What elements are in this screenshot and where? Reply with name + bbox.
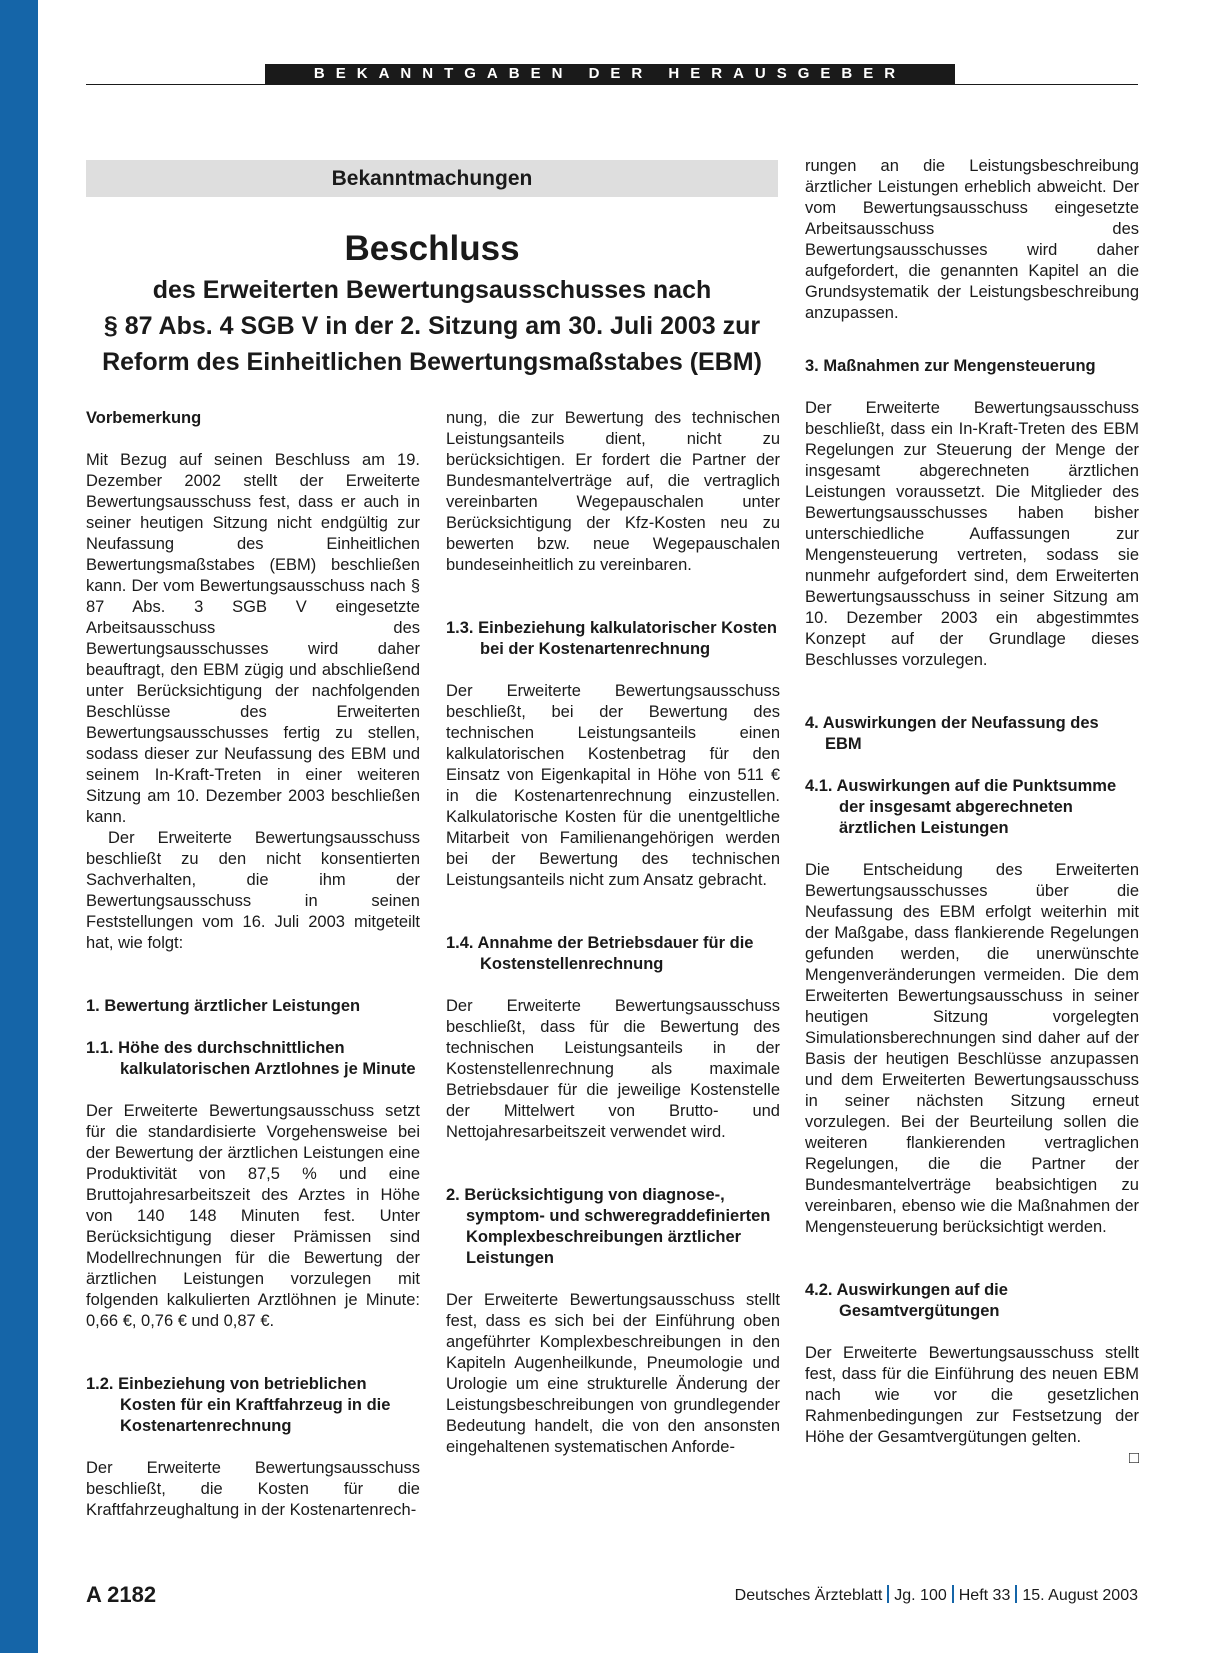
heading-4: 4. Auswirkungen der Neufassung des EBM: [805, 714, 1099, 753]
paragraph: rungen an die Leistungsbeschreibung ärztlicher Leistungen erheblich abweicht. Der vom Bewertungsausschuss eingesetzte Arbeitsausschuss des Bewertungsausschusses wird daher aufgefordert, die genannten Kapitel an die Grundsystematik der Leistungsbeschreibung anzupassen.: [805, 157, 1139, 322]
paragraph: nung, die zur Bewertung des technischen Leistungsanteils dient, nicht zu berücksichtigen. Er fordert die Partner der Bundesmantelverträge auf, die vertraglich vereinbarten Wegepauschalen unter Berücksichtigung der Kfz-Kosten neu zu bewerten bzw. neue Wegepauschalen bundeseinheitlich zu vereinbaren.: [446, 409, 780, 574]
separator: [952, 1585, 954, 1603]
volume: Jg. 100: [894, 1587, 947, 1604]
separator: [1015, 1585, 1017, 1603]
paragraph: Die Entscheidung des Erweiterten Bewertungsausschusses über die Neufassung des EBM erfolgt weiterhin mit der Maßgabe, dass flankierende Regelungen gefunden werden, die unerwünschte Mengenveränderungen vermeiden. Die dem Erweiterten Bewertungsausschuss in seiner heutigen Sitzung vorgelegten Simulationsberechnungen sind daher auf der Basis der heutigen Beschlüsse anzupassen und dem Erweiterten Bewertungsausschuss in seiner nächsten Sitzung erneut vorzulegen. Bei der Beurteilung sollen die weiteren flankierenden vertraglichen Regelungen, die die Partner der Bundesmantelverträge beabsichtigen zu vereinbaren, ebenso wie die Maßnahmen der Mengensteuerung berücksichtigt werden.: [805, 861, 1139, 1236]
subtitle-line-1: des Erweiterten Bewertungsausschusses nach: [152, 276, 712, 304]
section-title: Bekanntmachungen: [86, 160, 778, 197]
heading-2: 2. Berücksichtigung von diagnose-, symptom- und schweregraddefinierten Komplexbeschreibungen ärztlicher Leistungen: [446, 1186, 771, 1267]
header-band: BEKANNTGABEN DER HERAUSGEBER: [265, 64, 955, 84]
heading-1-3: 1.3. Einbeziehung kalkulatorischer Kosten bei der Kostenartenrechnung: [446, 619, 778, 658]
paragraph: Der Erweiterte Bewertungsausschuss beschließt, dass ein In-Kraft-Treten des EBM Regelungen zur Steuerung der Menge der insgesamt abgerechneten ärztlichen Leistungen voraussetzt. Die Mitglieder des Bewertungsausschusses haben bisher unterschiedliche Auffassungen zur Mengensteuerung vertreten, sodass sie nunmehr aufgefordert sind, dem Erweiterten Bewertungsausschuss in seiner Sitzung am 10. Dezember 2003 ein abgestimmtes Konzept auf der Grundlage dieses Beschlusses vorzulegen.: [805, 399, 1139, 669]
paragraph: Der Erweiterte Bewertungsausschuss stellt fest, dass für die Einführung des neuen EBM nach wie vor die gesetzlichen Rahmenbedingungen zur Festsetzung der Höhe der Gesamtvergütungen gelten.: [805, 1344, 1139, 1446]
article-subtitle: [86, 272, 778, 380]
separator: [887, 1585, 889, 1603]
heading-1-4: 1.4. Annahme der Betriebsdauer für die Kostenstellenrechnung: [446, 934, 754, 973]
paragraph: Der Erweiterte Bewertungsausschuss setzt für die standardisierte Vorgehensweise bei der Bewertung der ärztlichen Leistungen eine Produktivität von 87,5 % und eine Bruttojahresarbeitszeit des Arztes in Höhe von 140 148 Minuten fest. Unter Berücksichtigung dieser Prämissen sind Modellrechnungen für die Bewertung der ärztlichen Leistungen vorzulegen mit folgenden kalkulierten Arztlöhnen je Minute: 0,66 €, 0,76 € und 0,87 €.: [86, 1102, 420, 1330]
heading-1-2: 1.2. Einbeziehung von betrieblichen Kosten für ein Kraftfahrzeug in die Kostenartenrechnung: [86, 1375, 391, 1435]
heading-4-1: 4.1. Auswirkungen auf die Punktsumme der insgesamt abgerechneten ärztlichen Leistungen: [805, 777, 1117, 837]
paragraph: Der Erweiterte Bewertungsausschuss beschließt, bei der Bewertung des technischen Leistungsanteils einen kalkulatorischen Kostenbetrag für den Einsatz von Eigenkapital in Höhe von 511 € in die Kostenartenrechnung einzustellen. Kalkulatorische Kosten für die unentgeltliche Mitarbeit von Familienangehörigen werden bei der Bewertung des technischen Leistungsanteils nicht zum Ansatz gebracht.: [446, 682, 780, 889]
issue-date: 15. August 2003: [1022, 1587, 1138, 1604]
header-rule: [86, 84, 1138, 85]
paragraph: Der Erweiterte Bewertungsausschuss beschließt, die Kosten für die Kraftfahrzeughaltung in der Kostenartenrech-: [86, 1459, 420, 1519]
heading-vorbemerkung: Vorbemerkung: [86, 409, 202, 427]
subtitle-line-3: Reform des Einheitlichen Bewertungsmaßstabes (EBM): [102, 348, 762, 376]
page-number: A 2182: [86, 1582, 157, 1607]
column-3: [805, 156, 1139, 1469]
heading-1: 1. Bewertung ärztlicher Leistungen: [86, 997, 361, 1015]
paragraph: Mit Bezug auf seinen Beschluss am 19. Dezember 2002 stellt der Erweiterte Bewertungsausschuss fest, dass er auch in seiner heutigen Sitzung nicht endgültig zur Neufassung des Einheitlichen Bewertungsmaßstabes (EBM) beschließen kann. Der vom Bewertungsausschuss nach § 87 Abs. 3 SGB V eingesetzte Arbeitsausschuss des Bewertungsausschusses wird daher beauftragt, den EBM zügig und abschließend unter Berücksichtigung der nachfolgenden Beschlüsse des Erweiterten Bewertungsausschusses fertig zu stellen, sodass dieser zur Neufassung des EBM und seinem In-Kraft-Treten in einer weiteren Sitzung am 10. Dezember 2003 beschließen kann.: [86, 451, 420, 826]
paragraph: Der Erweiterte Bewertungsausschuss beschließt zu den nicht konsentierten Sachverhalten, die ihm der Bewertungsausschuss in seinen Feststellungen vom 16. Juli 2003 mitgeteilt hat, wie folgt:: [86, 829, 420, 952]
end-mark: □: [1129, 1449, 1139, 1467]
left-color-bar: [0, 0, 38, 1653]
journal-name: Deutsches Ärzteblatt: [734, 1587, 883, 1604]
heading-3: 3. Maßnahmen zur Mengensteuerung: [805, 357, 1096, 375]
column-1: [86, 408, 420, 1521]
subtitle-line-2: § 87 Abs. 4 SGB V in der 2. Sitzung am 30. Juli 2003 zur: [103, 312, 761, 340]
article-title: Beschluss: [344, 229, 520, 268]
paragraph: Der Erweiterte Bewertungsausschuss stellt fest, dass es sich bei der Einführung oben angeführter Komplexbeschreibungen in den Kapiteln Augenheilkunde, Pneumologie und Urologie um eine strukturelle Änderung der Leistungsbeschreibungen von grundlegender Bedeutung handelt, die von den ansonsten eingehaltenen systematischen Anforde-: [446, 1291, 780, 1456]
heading-1-1: 1.1. Höhe des durchschnittlichen kalkulatorischen Arztlohnes je Minute: [86, 1039, 416, 1078]
paragraph: Der Erweiterte Bewertungsausschuss beschließt, dass für die Bewertung des technischen Leistungsanteils in der Kostenstellenrechnung als maximale Betriebsdauer für die jeweilige Kostenstelle der Mittelwert von Brutto- und Nettojahresarbeitszeit verwendet wird.: [446, 997, 780, 1141]
footer-info: [735, 1585, 1138, 1607]
heading-4-2: 4.2. Auswirkungen auf die Gesamtvergütungen: [805, 1281, 1008, 1320]
column-2: [446, 408, 780, 1458]
issue: Heft 33: [958, 1587, 1011, 1604]
